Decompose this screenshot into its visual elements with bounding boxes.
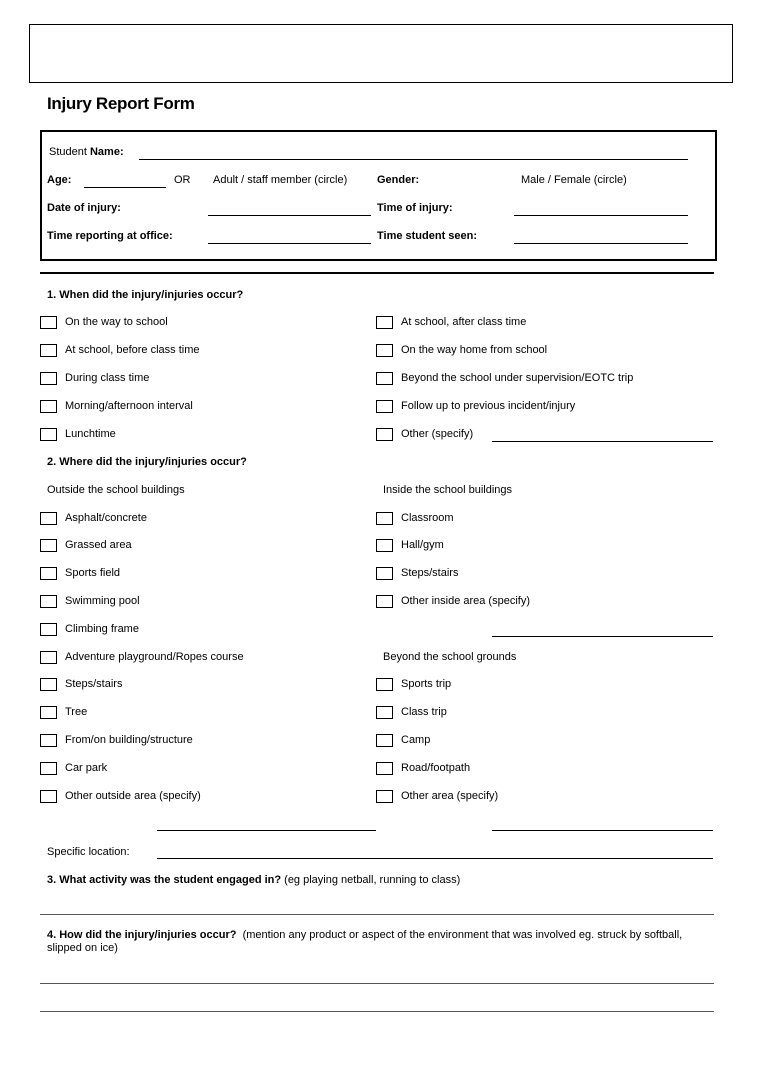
q3-answer-line[interactable]	[40, 914, 714, 915]
checkbox[interactable]	[40, 651, 57, 664]
beyond-option: Other area (specify)	[401, 790, 499, 802]
q4-line	[47, 929, 687, 955]
date-injury-field[interactable]	[208, 215, 371, 216]
checkbox[interactable]	[40, 344, 57, 357]
inside-option: Steps/stairs	[401, 567, 459, 579]
age-field[interactable]	[84, 187, 166, 188]
checkbox[interactable]	[40, 790, 57, 803]
outside-other-field[interactable]	[157, 830, 376, 831]
q4-hint: (mention any product or aspect of the environment that was involved eg. struck by softball, slipped on ice)	[47, 929, 683, 954]
outside-option: Adventure playground/Ropes course	[65, 651, 244, 663]
q1-other-field[interactable]	[492, 441, 713, 442]
adult-staff-text: Adult / staff member (circle)	[213, 174, 348, 186]
q1-option: On the way home from school	[401, 344, 548, 356]
q1-option: At school, after class time	[401, 316, 527, 328]
q1-option: At school, before class time	[65, 344, 200, 356]
inside-option: Classroom	[401, 512, 454, 524]
section-divider	[40, 272, 714, 274]
checkbox[interactable]	[376, 372, 393, 385]
beyond-option: Road/footpath	[401, 762, 471, 774]
beyond-heading: Beyond the school grounds	[383, 651, 517, 663]
outside-heading: Outside the school buildings	[47, 484, 185, 496]
q1-option: Other (specify)	[401, 428, 474, 440]
q1-option: Beyond the school under supervision/EOTC trip	[401, 372, 634, 384]
checkbox[interactable]	[40, 678, 57, 691]
checkbox[interactable]	[376, 734, 393, 747]
checkbox[interactable]	[40, 762, 57, 775]
q4-answer-line[interactable]	[40, 1011, 714, 1012]
date-injury-label: Date of injury:	[47, 202, 121, 214]
checkbox[interactable]	[40, 567, 57, 580]
checkbox[interactable]	[40, 316, 57, 329]
checkbox[interactable]	[376, 428, 393, 441]
time-injury-field[interactable]	[514, 215, 688, 216]
time-reporting-field[interactable]	[208, 243, 371, 244]
outside-option: Swimming pool	[65, 595, 140, 607]
q4-heading: 4. How did the injury/injuries occur?	[47, 929, 237, 941]
specific-location-field[interactable]	[157, 858, 713, 859]
checkbox[interactable]	[376, 567, 393, 580]
q3-line	[47, 874, 460, 886]
q1-option: Morning/afternoon interval	[65, 400, 193, 412]
checkbox[interactable]	[40, 706, 57, 719]
inside-option: Other inside area (specify)	[401, 595, 530, 607]
checkbox[interactable]	[376, 344, 393, 357]
beyond-option: Camp	[401, 734, 431, 746]
beyond-other-field[interactable]	[492, 830, 713, 831]
time-injury-label: Time of injury:	[377, 202, 453, 214]
inside-option: Hall/gym	[401, 539, 444, 551]
form-title: Injury Report Form	[47, 94, 195, 113]
header-box	[29, 24, 733, 83]
outside-option: Grassed area	[65, 539, 132, 551]
outside-option: Tree	[65, 706, 88, 718]
checkbox[interactable]	[40, 372, 57, 385]
gender-options: Male / Female (circle)	[521, 174, 627, 186]
outside-option: Car park	[65, 762, 108, 774]
time-seen-label: Time student seen:	[377, 230, 478, 242]
q1-option: Follow up to previous incident/injury	[401, 400, 576, 412]
inside-other-field[interactable]	[492, 636, 713, 637]
outside-option: Sports field	[65, 567, 121, 579]
outside-option: Other outside area (specify)	[65, 790, 201, 802]
name-label: Name:	[89, 146, 124, 158]
gender-label: Gender:	[377, 174, 420, 186]
checkbox[interactable]	[40, 734, 57, 747]
student-prefix: Student	[49, 146, 87, 158]
age-label: Age:	[47, 174, 72, 186]
checkbox[interactable]	[40, 595, 57, 608]
q1-heading: 1. When did the injury/injuries occur?	[47, 289, 244, 301]
q3-heading: 3. What activity was the student engaged in?	[47, 874, 282, 886]
checkbox[interactable]	[376, 400, 393, 413]
specific-location-label: Specific location:	[47, 846, 130, 858]
or-text: OR	[174, 174, 191, 186]
q2-heading: 2. Where did the injury/injuries occur?	[47, 456, 247, 468]
student-name-field[interactable]	[139, 159, 688, 160]
checkbox[interactable]	[40, 539, 57, 552]
checkbox[interactable]	[376, 678, 393, 691]
q3-hint: (eg playing netball, running to class)	[284, 874, 461, 886]
outside-option: From/on building/structure	[65, 734, 193, 746]
checkbox[interactable]	[376, 595, 393, 608]
time-seen-field[interactable]	[514, 243, 688, 244]
checkbox[interactable]	[40, 428, 57, 441]
q1-option: During class time	[65, 372, 150, 384]
beyond-option: Sports trip	[401, 678, 452, 690]
inside-heading: Inside the school buildings	[383, 484, 513, 496]
checkbox[interactable]	[376, 706, 393, 719]
checkbox[interactable]	[40, 400, 57, 413]
checkbox[interactable]	[376, 316, 393, 329]
outside-option: Asphalt/concrete	[65, 512, 147, 524]
checkbox[interactable]	[376, 512, 393, 525]
q1-option: On the way to school	[65, 316, 168, 328]
checkbox[interactable]	[376, 762, 393, 775]
q1-option: Lunchtime	[65, 428, 116, 440]
checkbox[interactable]	[40, 623, 57, 636]
time-reporting-label: Time reporting at office:	[47, 230, 173, 242]
checkbox[interactable]	[376, 790, 393, 803]
beyond-option: Class trip	[401, 706, 447, 718]
outside-option: Steps/stairs	[65, 678, 123, 690]
outside-option: Climbing frame	[65, 623, 139, 635]
checkbox[interactable]	[40, 512, 57, 525]
student-name-label	[49, 146, 124, 158]
checkbox[interactable]	[376, 539, 393, 552]
q4-answer-line[interactable]	[40, 983, 714, 984]
